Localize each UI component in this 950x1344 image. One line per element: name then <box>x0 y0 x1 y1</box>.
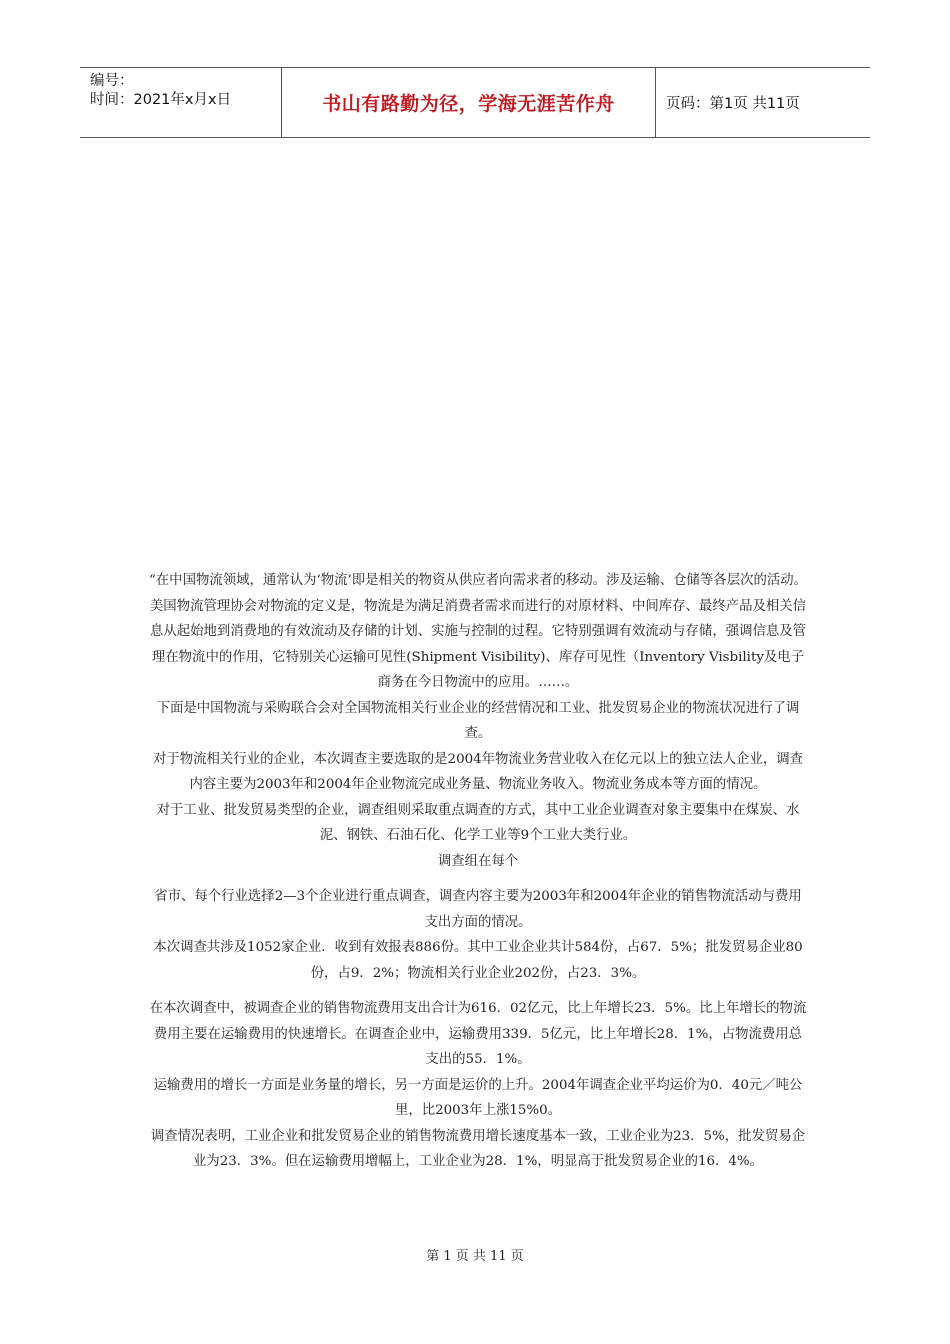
paragraph-industrial-enterprises: 对于工业、批发贸易类型的企业，调查组则采取重点调查的方式，其中工业企业调查对象主要集中在煤炭、水泥、钢铁、石油石化、化学工业等9个工业大类行业。 <box>156 802 800 843</box>
paragraph-survey-group: 调查组在每个 <box>437 853 519 869</box>
header-page-info: 页码：第1页 共11页 <box>666 96 800 112</box>
paragraph-logistics-industry: 对于物流相关行业的企业，本次调查主要选取的是2004年物流业务营业收入在亿元以上的独立法人企业，调查内容主要为2003年和2004年企业物流完成业务量、物流业务收入。物流业务成本等方面的情况。 <box>152 751 804 792</box>
paragraph-survey-intro: 下面是中国物流与采购联合会对全国物流相关行业企业的经营情况和工业、批发贸易企业的物流状况进行了调查。 <box>156 700 800 741</box>
page-header <box>80 67 870 138</box>
header-meta <box>80 68 282 137</box>
paragraph-survey-scope: 本次调查共涉及1052家企业．收到有效报表886份。其中工业企业共计584份，占67．5%；批发贸易企业80份，占9．2%；物流相关行业企业202份，占23．3%。 <box>153 940 803 981</box>
page-footer: 第 1 页 共 11 页 <box>426 1249 524 1264</box>
paragraph-province-selection: 省市、每个行业选择2—3个企业进行重点调查，调查内容主要为2003年和2004年企业的销售物流活动与费用支出方面的情况。 <box>154 889 802 930</box>
paragraph-logistics-definition: “在中国物流领域，通常认为‘物流’即是相关的物资从供应者向需求者的移动。涉及运输、仓储等各层次的活动。美国物流管理协会对物流的定义是，物流是为满足消费者需求而进行的对原材料、中间库存、最终产品及相关信息从起始地到消费地的有效流动及存储的计划、实施与控制的过程。它特别强调有效流动与存储，强调信息及管理在物流中的作用，它特别关心运输可见性(Shipment Visibility)、库存可见性（Inventory Visbility及电子商务在今日物流中的应用。……。 <box>148 573 808 690</box>
document-number-label: 编号： <box>90 73 134 89</box>
paragraph-survey-findings: 调查情况表明，工业企业和批发贸易企业的销售物流费用增长速度基本一致，工业企业为23．5%，批发贸易企业为23．3%。但在运输费用增幅上，工业企业为28．1%，明显高于批发贸易企业的16．4%。 <box>150 1128 806 1169</box>
document-body <box>148 568 808 1175</box>
paragraph-logistics-costs: 在本次调查中，被调查企业的销售物流费用支出合计为616．02亿元，比上年增长23．5%。比上年增长的物流费用主要在运输费用的快速增长。在调查企业中，运输费用339．5亿元，比上年增长28．1%，占物流费用总支出的55．1%。 <box>149 1001 807 1067</box>
header-motto: 书山有路勤为径，学海无涯苦作舟 <box>282 68 656 137</box>
paragraph-transport-costs: 运输费用的增长一方面是业务量的增长，另一方面是运价的上升。2004年调查企业平均运价为0．40元／吨公里，比2003年上涨15%0。 <box>153 1077 803 1118</box>
document-date: 时间：2021年x月x日 <box>90 92 232 108</box>
